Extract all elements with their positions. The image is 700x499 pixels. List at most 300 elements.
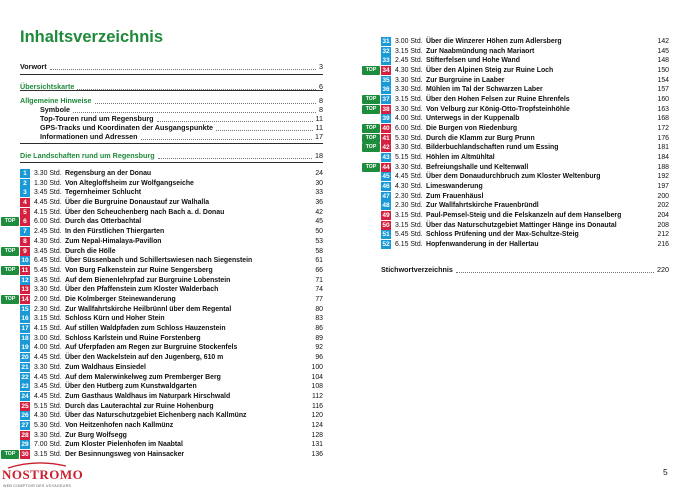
tour-number: 21 — [21, 363, 29, 371]
tour-page: 66 — [315, 266, 323, 274]
tour-duration: 4.45 Std. — [34, 392, 62, 400]
dot-leader — [158, 158, 312, 159]
tour-page: 96 — [315, 354, 323, 362]
tour-duration: 3.30 Std. — [34, 363, 62, 371]
tour-name: Zur Burg Wolfsegg — [65, 431, 127, 439]
tour-name: Zur Wallfahrtskirche Heilbrünnl über dem Regental — [65, 305, 232, 313]
toc-entry-label: Allgemeine Hinweise — [20, 96, 92, 105]
tour-number: 29 — [21, 441, 29, 449]
tour-duration: 6.00 Std. — [395, 124, 423, 132]
tour-name: Über dem Donaudurchbruch zum Kloster Weltenburg — [426, 173, 601, 181]
tour-number: 10 — [21, 257, 29, 265]
tour-page: 150 — [657, 67, 669, 74]
tour-entry[interactable] — [381, 85, 669, 94]
tour-page: 92 — [315, 344, 323, 352]
tour-entry[interactable] — [20, 411, 323, 420]
tour-number: 24 — [21, 392, 29, 400]
tour-duration: 3.45 Std. — [34, 276, 62, 284]
tour-name: Auf dem Bienenlehrpfad zur Burgruine Lobenstein — [65, 276, 231, 284]
tour-name: Von Velburg zur König-Otto-Tropfsteinhöhle — [426, 105, 570, 113]
top-badge: TOP — [362, 163, 380, 172]
tour-entry[interactable] — [381, 192, 669, 201]
tour-page: 176 — [657, 134, 669, 142]
tour-name: Zum Nepal-Himalaya-Pavillon — [65, 237, 162, 245]
tour-duration: 4.30 Std. — [395, 182, 423, 190]
tour-name: Über den Hohen Felsen zur Ruine Ehrenfels — [426, 96, 570, 103]
tour-number: 26 — [21, 412, 29, 420]
toc-entry-page: 18 — [315, 151, 323, 160]
index-page: 220 — [657, 265, 669, 274]
tour-number: 20 — [21, 354, 29, 362]
tour-duration: 3.30 Std. — [34, 170, 62, 177]
dot-leader — [50, 69, 316, 70]
tour-number: 13 — [21, 286, 29, 294]
tour-number: 17 — [21, 325, 29, 332]
tour-duration: 4.30 Std. — [395, 67, 423, 74]
tour-number: 51 — [382, 231, 390, 239]
tour-duration: 2.00 Std. — [34, 296, 62, 303]
tour-name: Auf dem Malerwinkelweg zum Premberger Berg — [65, 373, 221, 381]
tour-page: 71 — [315, 276, 323, 284]
tour-page: 74 — [315, 286, 323, 294]
tour-name: Über Süssenbach und Schillertswiesen nach Siegenstein — [65, 257, 253, 265]
tour-name: Über das Naturschutzgebiet Eichenberg nach Kallmünz — [65, 412, 247, 420]
tour-page: 212 — [657, 231, 669, 239]
tour-number: 30 — [21, 451, 29, 458]
tour-page: 188 — [657, 163, 669, 171]
tour-name: Durch die Hölle — [65, 247, 116, 255]
tour-page: 128 — [311, 431, 323, 439]
tour-number: 48 — [382, 202, 390, 210]
tour-page: 202 — [657, 202, 669, 210]
toc-entry[interactable] — [20, 62, 323, 72]
tour-entry[interactable] — [381, 153, 669, 162]
tour-name: Schloss Karlstein und Ruine Forstenberg — [65, 334, 201, 342]
tour-page: 116 — [312, 402, 323, 410]
tour-page: 77 — [315, 296, 323, 303]
tour-duration: 4.00 Std. — [34, 344, 62, 352]
tour-name: In den Fürstlichen Thiergarten — [65, 228, 165, 236]
tour-page: 24 — [315, 170, 323, 177]
tour-duration: 6.45 Std. — [34, 257, 62, 265]
tour-duration: 3.15 Std. — [395, 211, 423, 219]
tour-name: Über den Scheuchenberg nach Bach a. d. Donau — [65, 208, 225, 216]
top-badge: TOP — [362, 143, 380, 152]
tour-name: Über den Hutberg zum Kunstwaldgarten — [65, 383, 197, 391]
tour-number: 31 — [382, 38, 390, 45]
tour-page: 100 — [311, 363, 323, 371]
tour-duration: 7.00 Std. — [34, 441, 62, 449]
tour-page: 36 — [315, 199, 323, 207]
logo-brand: NOSTROMO — [2, 467, 84, 482]
top-badge: TOP — [362, 95, 380, 104]
tour-name: Auf stillen Waldpfaden zum Schloss Hauzenstein — [65, 325, 226, 332]
page-title: Inhaltsverzeichnis — [20, 28, 164, 46]
tour-name: Über den Pfaffenstein zum Kloster Walderbach — [65, 286, 219, 294]
tour-page: 45 — [315, 218, 323, 226]
tour-duration: 4.45 Std. — [395, 173, 423, 181]
tour-duration: 3.30 Std. — [395, 144, 423, 152]
tour-duration: 4.45 Std. — [34, 199, 62, 207]
tour-name: Befreiungshalle und Keltenwall — [426, 163, 529, 171]
tour-duration: 3.15 Std. — [34, 451, 62, 458]
tour-name: Zum Waldhaus Einsiedel — [65, 363, 146, 371]
tour-page: 108 — [311, 383, 323, 391]
tour-number: 4 — [20, 198, 30, 207]
tour-entry[interactable] — [20, 440, 323, 449]
tour-duration: 3.15 Std. — [34, 315, 62, 323]
tour-entry[interactable] — [381, 201, 669, 210]
dot-leader — [95, 103, 316, 104]
tour-number: 40 — [382, 124, 390, 132]
tour-entry[interactable] — [381, 172, 669, 181]
tour-duration: 5.15 Std. — [34, 402, 62, 410]
tour-duration: 3.30 Std. — [395, 86, 423, 94]
tour-entry[interactable] — [381, 37, 669, 46]
tour-duration: 3.30 Std. — [34, 431, 62, 439]
tour-entry[interactable] — [20, 334, 323, 343]
tour-number: 5 — [20, 208, 30, 217]
toc-entry-page: 3 — [319, 62, 323, 71]
toc-entry-label: Symbole — [40, 105, 70, 114]
tour-entry[interactable] — [20, 276, 323, 285]
top-badge: TOP — [362, 134, 380, 143]
tour-entry[interactable] — [381, 47, 669, 56]
tour-entry[interactable] — [4, 295, 323, 304]
tour-entry[interactable] — [20, 382, 323, 391]
tour-number: 32 — [382, 47, 390, 55]
tour-number: 47 — [382, 192, 390, 200]
tour-name: Zum Gasthaus Waldhaus im Naturpark Hirschwald — [65, 392, 231, 400]
tour-name: Über die Burgruine Donaustauf zur Walhalla — [65, 199, 210, 207]
top-badge: TOP — [1, 266, 19, 275]
tour-page: 120 — [311, 412, 323, 420]
tour-entry[interactable] — [365, 124, 669, 133]
tour-duration: 3.00 Std. — [34, 334, 62, 342]
toc-entry-page: 8 — [319, 105, 323, 114]
tour-entry[interactable] — [381, 211, 669, 220]
tour-number: 46 — [382, 182, 390, 190]
top-badge: TOP — [1, 217, 19, 226]
tour-number: 37 — [382, 96, 390, 103]
tour-entry[interactable] — [365, 134, 669, 143]
tour-number: 28 — [21, 431, 29, 439]
tour-entry[interactable] — [381, 76, 669, 85]
tour-page: 197 — [657, 182, 669, 190]
toc-entry-page: 11 — [315, 114, 323, 123]
tour-number: 12 — [21, 276, 29, 284]
tour-page: 58 — [315, 247, 323, 255]
tour-duration: 3.45 Std. — [34, 247, 62, 255]
tour-number: 45 — [382, 173, 390, 181]
tour-name: Durch das Lauterachtal zur Ruine Hohenburg — [65, 402, 214, 410]
tour-name: Durch die Klamm zur Burg Prunn — [426, 134, 535, 142]
tour-number: 44 — [382, 163, 390, 171]
tour-duration: 5.45 Std. — [395, 231, 423, 239]
tour-page: 83 — [315, 315, 323, 323]
tour-page: 86 — [315, 325, 323, 332]
tour-number: 50 — [382, 221, 390, 229]
tour-duration: 3.30 Std. — [34, 286, 62, 294]
tour-page: 112 — [312, 392, 323, 400]
top-badge: TOP — [362, 66, 380, 75]
tour-entry[interactable] — [365, 95, 669, 104]
tour-entry[interactable] — [365, 143, 669, 152]
tour-number: 36 — [382, 86, 390, 94]
tour-number: 18 — [21, 334, 29, 342]
tour-duration: 5.30 Std. — [395, 134, 423, 142]
toc-entry[interactable] — [20, 132, 323, 142]
tour-page: 53 — [315, 237, 323, 245]
tour-number: 9 — [20, 247, 30, 256]
tour-duration: 3.30 Std. — [395, 105, 423, 113]
tour-entry[interactable] — [365, 163, 669, 172]
top-badge: TOP — [1, 450, 19, 459]
tour-name: Die Burgen von Riedenburg — [426, 124, 518, 132]
top-badge: TOP — [362, 124, 380, 133]
tour-page: 148 — [657, 57, 669, 65]
tour-duration: 4.15 Std. — [34, 325, 62, 332]
tour-name: Mühlen im Tal der Schwarzen Laber — [426, 86, 543, 94]
tour-number: 15 — [21, 305, 29, 313]
tour-duration: 4.45 Std. — [34, 354, 62, 362]
tour-entry[interactable] — [20, 421, 323, 430]
tour-duration: 5.45 Std. — [34, 266, 62, 274]
tour-entry[interactable] — [20, 169, 323, 178]
dot-leader — [216, 130, 313, 131]
tour-entry[interactable] — [381, 114, 669, 123]
tour-name: Auf Uferpfaden am Regen zur Burgruine Stockenfels — [65, 344, 238, 352]
tour-name: Schloss Kürn und Hoher Stein — [65, 315, 165, 323]
tour-entry[interactable] — [381, 182, 669, 191]
dot-leader — [157, 121, 313, 122]
tour-duration: 2.45 Std. — [34, 228, 62, 236]
tour-number: 19 — [21, 344, 29, 352]
tour-page: 204 — [657, 211, 669, 219]
separator-line — [20, 74, 323, 75]
separator-line — [20, 90, 323, 91]
tour-name: Limeswanderung — [426, 182, 483, 190]
dot-leader — [73, 112, 316, 113]
toc-entry-label: Die Landschaften rund um Regensburg — [20, 151, 155, 160]
tour-name: Über den Alpinen Steig zur Ruine Loch — [426, 67, 554, 74]
tour-name: Von Heitzenhofen nach Kallmünz — [65, 421, 174, 429]
tour-name: Zum Frauenhäusl — [426, 192, 484, 200]
tour-number: 38 — [382, 105, 390, 113]
tour-number: 49 — [382, 211, 390, 219]
toc-entry[interactable] — [20, 151, 323, 161]
nostromo-logo — [0, 459, 84, 499]
toc-entry-label: Top-Touren rund um Regensburg — [40, 114, 154, 123]
tour-entry[interactable] — [20, 343, 323, 352]
tour-name: Über das Naturschutzgebiet Mattinger Hänge ins Donautal — [426, 221, 617, 229]
top-badge: TOP — [1, 247, 19, 256]
tour-number: 27 — [21, 421, 29, 429]
tour-number: 16 — [21, 315, 29, 323]
tour-entry[interactable] — [20, 314, 323, 323]
tour-duration: 3.15 Std. — [395, 96, 423, 103]
tour-entry[interactable] — [20, 402, 323, 411]
tour-entry[interactable] — [20, 227, 323, 236]
tour-number: 34 — [382, 67, 390, 74]
tour-number: 11 — [21, 266, 29, 274]
tour-entry[interactable] — [20, 208, 323, 217]
tour-name: Durch das Otterbachtal — [65, 218, 142, 226]
tour-entry[interactable] — [4, 266, 323, 275]
tour-duration: 2.30 Std. — [34, 305, 62, 313]
index-label: Stichwortverzeichnis — [381, 265, 453, 274]
tour-page: 163 — [657, 105, 669, 113]
tour-name: Über die Winzerer Höhen zum Adlersberg — [426, 38, 562, 45]
tour-number: 2 — [20, 179, 30, 188]
tour-page: 89 — [315, 334, 323, 342]
tour-duration: 5.15 Std. — [395, 153, 423, 161]
tour-name: Von Altegloffsheim zur Wolfgangseiche — [65, 179, 194, 187]
tour-entry[interactable] — [365, 105, 669, 114]
separator-line — [20, 143, 323, 144]
tour-name: Stifterfelsen und Hohe Wand — [426, 57, 520, 65]
tour-number: 52 — [382, 240, 390, 248]
tour-duration: 4.15 Std. — [34, 208, 62, 216]
tour-duration: 4.00 Std. — [395, 115, 423, 123]
tour-duration: 1.30 Std. — [34, 179, 62, 187]
tour-entry[interactable] — [20, 188, 323, 197]
tour-entry[interactable] — [4, 217, 323, 226]
separator-line — [20, 162, 323, 163]
tour-entry[interactable] — [20, 285, 323, 294]
tour-entry[interactable] — [20, 431, 323, 440]
toc-entry-label: Informationen und Adressen — [40, 132, 138, 141]
tour-entry[interactable] — [4, 247, 323, 256]
tour-page: 154 — [657, 76, 669, 84]
tour-duration: 6.00 Std. — [34, 218, 62, 226]
tour-duration: 4.45 Std. — [34, 373, 62, 381]
tour-page: 181 — [657, 144, 669, 152]
dot-leader — [456, 272, 654, 273]
tour-entry[interactable] — [365, 66, 669, 75]
tour-number: 41 — [382, 134, 390, 142]
tour-duration: 3.15 Std. — [395, 47, 423, 55]
tour-duration: 3.00 Std. — [395, 38, 423, 45]
tour-page: 131 — [311, 441, 323, 449]
tour-duration: 4.30 Std. — [34, 412, 62, 420]
tour-name: Zur Naabmündung nach Mariaort — [426, 47, 535, 55]
tour-name: Schloss Prüfening und der Max-Schultze-Steig — [426, 231, 579, 239]
tour-entry[interactable] — [20, 392, 323, 401]
tour-entry[interactable] — [381, 230, 669, 239]
tour-entry[interactable] — [20, 198, 323, 207]
tour-page: 136 — [311, 451, 323, 458]
tour-name: Tegernheimer Schlucht — [65, 189, 142, 197]
tour-name: Paul-Pemsel-Steig und die Felskanzeln auf dem Hanselberg — [426, 211, 622, 219]
tour-name: Die Kolmberger Steinewanderung — [65, 296, 176, 303]
tour-number: 23 — [21, 383, 29, 391]
tour-entry[interactable] — [381, 240, 669, 249]
tour-number: 33 — [382, 57, 390, 65]
tour-page: 200 — [657, 192, 669, 200]
tour-name: Regensburg an der Donau — [65, 170, 152, 177]
tour-duration: 2.45 Std. — [395, 57, 423, 65]
tour-entry[interactable] — [4, 450, 323, 459]
tour-page: 168 — [657, 115, 669, 123]
tour-entry[interactable] — [381, 221, 669, 230]
tour-page: 216 — [657, 240, 669, 248]
tour-name: Zum Kloster Pielenhofen im Naabtal — [65, 441, 183, 449]
tour-page: 208 — [657, 221, 669, 229]
tour-entry[interactable] — [20, 237, 323, 246]
tour-name: Von Burg Falkenstein zur Ruine Sengersberg — [65, 266, 213, 274]
tour-entry[interactable] — [20, 353, 323, 362]
tour-number: 6 — [20, 217, 30, 226]
toc-entry-page: 11 — [315, 123, 323, 132]
index-entry[interactable] — [381, 265, 669, 275]
tour-name: Zur Burgruine in Laaber — [426, 76, 505, 84]
tour-duration: 3.30 Std. — [395, 163, 423, 171]
tour-duration: 3.15 Std. — [395, 221, 423, 229]
page-number: 5 — [663, 467, 668, 477]
tour-number: 3 — [20, 188, 30, 197]
tour-duration: 3.45 Std. — [34, 189, 62, 197]
tour-page: 157 — [657, 86, 669, 94]
tour-number: 1 — [20, 169, 30, 178]
tour-page: 192 — [657, 173, 669, 181]
tour-page: 142 — [657, 38, 669, 45]
tour-number: 22 — [21, 373, 29, 381]
top-badge: TOP — [362, 105, 380, 114]
tour-entry[interactable] — [381, 56, 669, 65]
tour-number: 8 — [20, 237, 30, 246]
tour-page: 184 — [657, 153, 669, 161]
tour-duration: 3.45 Std. — [34, 383, 62, 391]
tour-entry[interactable] — [20, 305, 323, 314]
tour-name: Unterwegs in der Kuppenalb — [426, 115, 520, 123]
toc-entry-label: Vorwort — [20, 62, 47, 71]
tour-page: 145 — [657, 47, 669, 55]
tour-number: 25 — [21, 402, 29, 410]
tour-duration: 6.15 Std. — [395, 240, 423, 248]
tour-page: 160 — [657, 96, 669, 103]
tour-duration: 3.30 Std. — [395, 76, 423, 84]
toc-entry-page: 8 — [319, 96, 323, 105]
tour-number: 14 — [21, 296, 29, 303]
tour-page: 80 — [315, 305, 323, 313]
tour-name: Hopfenwanderung in der Hallertau — [426, 240, 539, 248]
tour-entry[interactable] — [20, 373, 323, 382]
tour-entry[interactable] — [20, 324, 323, 333]
tour-name: Bilderbuchlandschaften rund um Essing — [426, 144, 559, 152]
tour-entry[interactable] — [20, 363, 323, 372]
tour-page: 33 — [315, 189, 323, 197]
toc-entry-label: Übersichtskarte — [20, 82, 75, 91]
tour-page: 30 — [315, 179, 323, 187]
tour-page: 172 — [657, 124, 669, 132]
tour-entry[interactable] — [20, 179, 323, 188]
tour-name: Der Besinnungsweg von Hainsacker — [65, 451, 185, 458]
tour-entry[interactable] — [20, 256, 323, 265]
logo-tagline: WEB COMPTOIR DES VOYAGEURS — [3, 484, 72, 488]
tour-page: 50 — [315, 228, 323, 236]
tour-number: 39 — [382, 115, 390, 123]
toc-entry-label: GPS-Tracks und Koordinaten der Ausgangspunkte — [40, 123, 214, 132]
top-badge: TOP — [1, 295, 19, 304]
tour-number: 42 — [382, 144, 390, 152]
dot-leader — [141, 139, 312, 140]
tour-name: Zur Wallfahrtskirche Frauenbründl — [426, 202, 539, 210]
tour-name: Über den Wackelstein auf den Jugenberg, 610 m — [65, 354, 224, 362]
tour-number: 43 — [382, 153, 390, 161]
tour-number: 7 — [20, 227, 30, 236]
tour-number: 35 — [382, 76, 390, 84]
